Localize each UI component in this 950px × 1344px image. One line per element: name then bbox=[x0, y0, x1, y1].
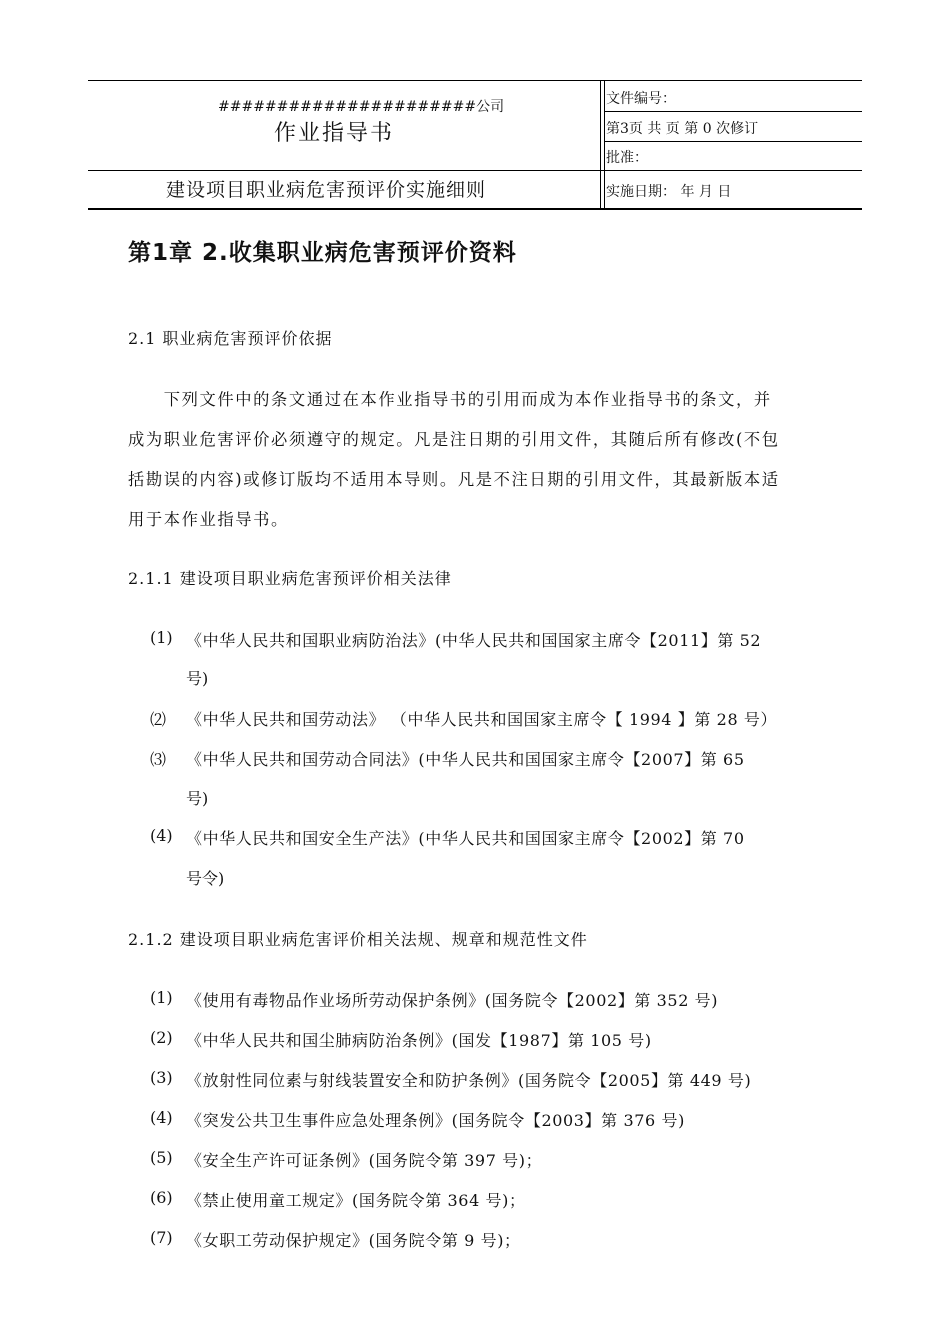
paragraph-line: 用于本作业指导书。 bbox=[128, 510, 289, 529]
list-item: 《中华人民共和国劳动法》 （中华人民共和国国家主席令【 1994 】第 28 号） bbox=[186, 710, 778, 729]
list-item-continuation: 号) bbox=[186, 789, 209, 808]
list-item: 《使用有毒物品作业场所劳动保护条例》(国务院令【2002】第 352 号) bbox=[186, 991, 719, 1010]
list-item-continuation: 号) bbox=[186, 669, 209, 688]
paragraph-line: 下列文件中的条文通过在本作业指导书的引用而成为本作业指导书的条文，并 bbox=[128, 390, 772, 409]
list-item-number: (7) bbox=[150, 1228, 173, 1247]
document-subject: 建设项目职业病危害预评价实施细则 bbox=[166, 179, 487, 201]
list-item-number: (2) bbox=[150, 1028, 173, 1047]
document-header bbox=[88, 80, 862, 210]
list-item-number: (5) bbox=[150, 1148, 173, 1167]
list-item: 《突发公共卫生事件应急处理条例》(国务院令【2003】第 376 号) bbox=[186, 1111, 685, 1130]
list-item: 《中华人民共和国职业病防治法》(中华人民共和国国家主席令【2011】第 52 bbox=[186, 631, 762, 650]
document-title: 作业指导书 bbox=[274, 121, 395, 146]
page-info: 第3页 共 页 第 0 次修订 bbox=[606, 121, 759, 137]
effective-date: 实施日期： 年 月 日 bbox=[606, 184, 732, 200]
list-item-number: (1) bbox=[150, 988, 173, 1007]
list-item: 《中华人民共和国安全生产法》(中华人民共和国国家主席令【2002】第 70 bbox=[186, 829, 745, 848]
header-top-rule bbox=[88, 80, 862, 81]
section-heading-2-1: 2.1 职业病危害预评价依据 bbox=[128, 329, 333, 348]
list-item-number: (6) bbox=[150, 1188, 173, 1207]
header-row-rule bbox=[604, 111, 862, 112]
header-middle-rule bbox=[88, 170, 862, 171]
header-column-divider-inner bbox=[604, 80, 605, 210]
list-item: 《中华人民共和国劳动合同法》(中华人民共和国国家主席令【2007】第 65 bbox=[186, 750, 745, 769]
approval-label: 批准： bbox=[606, 150, 648, 166]
list-item: 《安全生产许可证条例》(国务院令第 397 号)； bbox=[186, 1151, 543, 1170]
list-item-number: (1) bbox=[150, 628, 173, 647]
list-item: 《中华人民共和国尘肺病防治条例》(国发【1987】第 105 号) bbox=[186, 1031, 652, 1050]
list-item-number: (3) bbox=[150, 1068, 173, 1087]
list-item-number: ⑵ bbox=[150, 710, 167, 729]
list-item-number: ⑶ bbox=[150, 750, 167, 769]
list-item: 《放射性同位素与射线装置安全和防护条例》(国务院令【2005】第 449 号) bbox=[186, 1071, 752, 1090]
header-column-divider bbox=[600, 80, 601, 210]
header-row-rule bbox=[604, 141, 862, 142]
section-heading-2-1-2: 2.1.2 建设项目职业病危害评价相关法规、规章和规范性文件 bbox=[128, 930, 588, 949]
section-heading-2-1-1: 2.1.1 建设项目职业病危害预评价相关法律 bbox=[128, 569, 452, 588]
list-item-number: (4) bbox=[150, 1108, 173, 1127]
doc-number-label: 文件编号： bbox=[606, 91, 676, 107]
paragraph-line: 括勘误的内容)或修订版均不适用本导则。凡是不注日期的引用文件，其最新版本适 bbox=[128, 470, 780, 489]
header-bottom-rule bbox=[88, 208, 862, 210]
chapter-title: 第1章 2.收集职业病危害预评价资料 bbox=[128, 240, 517, 266]
company-name: ######################公司 bbox=[218, 99, 505, 115]
list-item: 《禁止使用童工规定》(国务院令第 364 号)； bbox=[186, 1191, 526, 1210]
paragraph-line: 成为职业危害评价必须遵守的规定。凡是注日期的引用文件，其随后所有修改(不包 bbox=[128, 430, 780, 449]
list-item-continuation: 号令) bbox=[186, 869, 225, 888]
list-item: 《女职工劳动保护规定》(国务院令第 9 号)； bbox=[186, 1231, 521, 1250]
list-item-number: (4) bbox=[150, 826, 173, 845]
